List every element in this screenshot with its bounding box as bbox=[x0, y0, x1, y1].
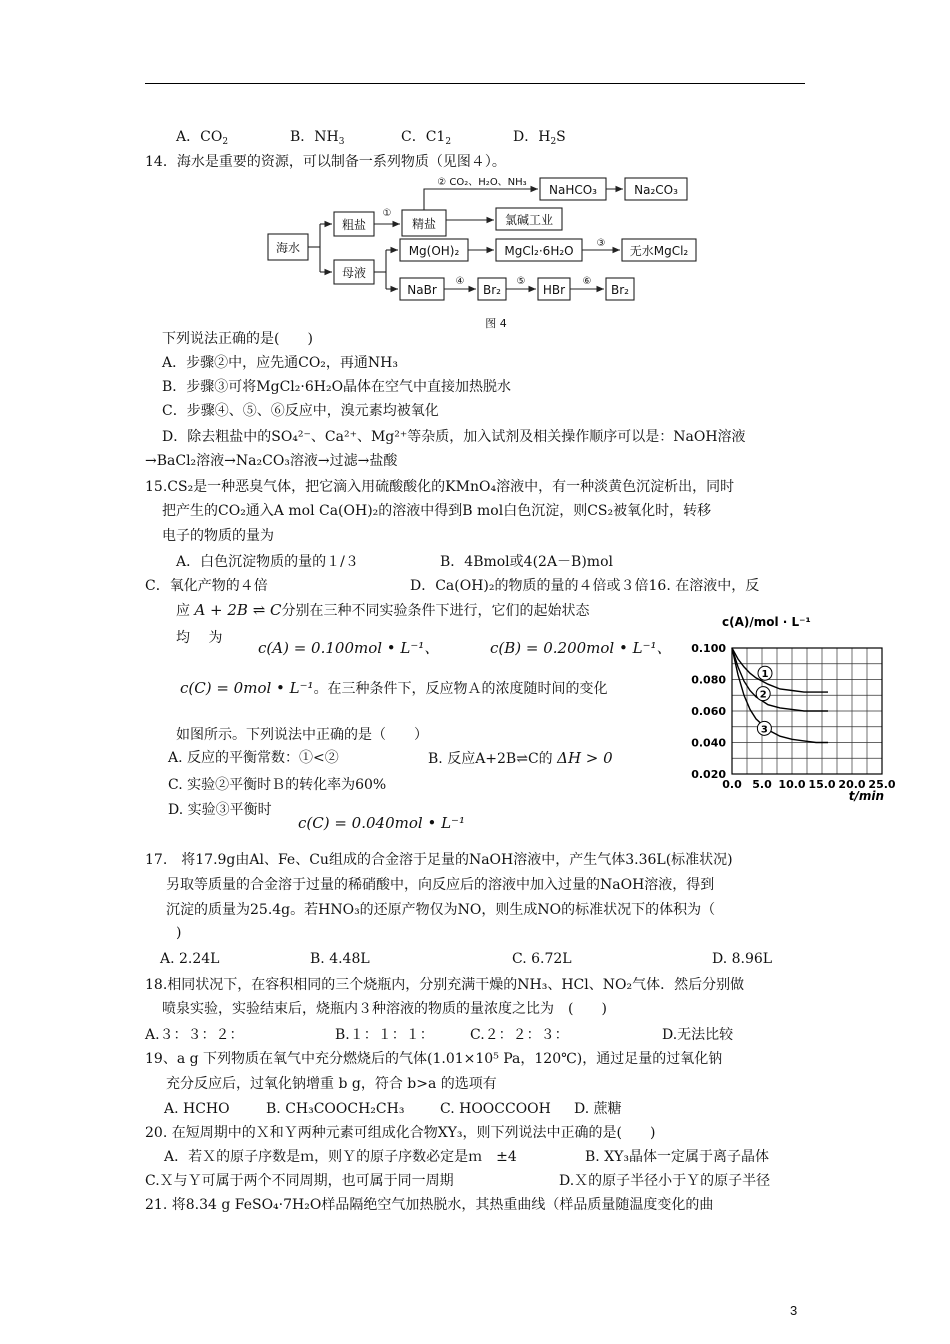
q19-line1: 19、a g 下列物质在氧气中充分燃烧后的气体(1.01×10⁵ Pa，120℃)，通过足量的过氧化钠 bbox=[145, 1051, 723, 1067]
y-tick-label: 0.060 bbox=[691, 705, 726, 718]
label-mgcl2-6h2o: MgCl₂·6H₂O bbox=[504, 244, 574, 258]
q16-option-a: A. 反应的平衡常数：①<② bbox=[168, 750, 339, 766]
y-axis-label: c(A)/mol · L⁻¹ bbox=[722, 615, 811, 629]
label-br2-2: Br₂ bbox=[611, 283, 629, 297]
q15-line1: 15.CS₂是一种恶臭气体，把它滴入用硫酸酸化的KMnO₄溶液中，有一种淡黄色沉淀析出，同时 bbox=[145, 479, 735, 495]
q20-option-d: D.Ｘ的原子半径小于Ｙ的原子半径 bbox=[559, 1173, 771, 1189]
q16-line1: 应 A + 2B ⇌ C分别在三种不同实验条件下进行，它们的起始状态 bbox=[176, 601, 590, 619]
q19-line2: 充分反应后，过氧化钠增重 b g，符合 b>a 的选项有 bbox=[166, 1076, 497, 1092]
q18-option-b: B.１：１：１： bbox=[335, 1027, 434, 1043]
q15-option-b: B．4Bmol或4(2A－B)mol bbox=[440, 554, 613, 570]
q20-option-a: A．若Ｘ的原子序数是ｍ，则Ｙ的原子序数必定是ｍ ±4 bbox=[164, 1149, 517, 1165]
label-refined-salt: 精盐 bbox=[411, 217, 437, 231]
label-seawater: 海水 bbox=[275, 241, 301, 255]
label-step2: ② CO₂、H₂O、NH₃ bbox=[437, 177, 527, 188]
q20-option-b: B. XY₃晶体一定属于离子晶体 bbox=[585, 1149, 770, 1165]
q14-option-d: D．除去粗盐中的SO₄²⁻、Ca²⁺、Mg²⁺等杂质，加入试剂及相关操作顺序可以是：NaOH溶液 bbox=[162, 429, 746, 445]
x-axis-label: t/min bbox=[848, 789, 884, 803]
label-anhydrous-mgcl2: 无水MgCl₂ bbox=[629, 244, 689, 258]
q16-initial-ca: c(A) = 0.100mol • L⁻¹、 bbox=[258, 639, 440, 657]
figure-caption: 图 4 bbox=[485, 317, 507, 330]
page-number: 3 bbox=[790, 1303, 798, 1318]
q16-option-d-math: c(C) = 0.040mol • L⁻¹ bbox=[298, 814, 465, 832]
label-hbr: HBr bbox=[542, 283, 566, 297]
q19-option-a: A. HCHO bbox=[164, 1101, 230, 1117]
q20-option-c: C.Ｘ与Ｙ可属于两个不同周期，也可属于同一周期 bbox=[145, 1173, 454, 1189]
q18-line1: 18.相同状况下，在容积相同的三个烧瓶内，分别充满干燥的NH₃、HCl、NO₂气体．然后分别做 bbox=[145, 977, 745, 993]
q14-option-b: B．步骤③可将MgCl₂·6H₂O晶体在空气中直接加热脱水 bbox=[162, 379, 512, 395]
x-tick-label: 5.0 bbox=[752, 778, 772, 791]
q13-option-b: B．$NH_3$ bbox=[290, 129, 345, 147]
q13-option-c: C．$C1_2$ bbox=[401, 129, 452, 147]
q16-prompt: 如图所示。下列说法中正确的是（ ） bbox=[176, 727, 428, 743]
q17-line2: 另取等质量的合金溶于过量的稀硝酸中，向反应后的溶液中加入过量的NaOH溶液，得到 bbox=[166, 877, 715, 893]
y-tick-label: 0.040 bbox=[691, 736, 726, 750]
label-nabr: NaBr bbox=[407, 283, 437, 297]
seawater-flow-diagram bbox=[262, 172, 712, 334]
series-label-2: 2 bbox=[759, 689, 767, 701]
q21-line1: 21. 将8.34 g FeSO₄·7H₂O样品隔绝空气加热脱水，其热重曲线（样品质量随温度变化的曲 bbox=[145, 1197, 714, 1213]
label-nahco3: NaHCO₃ bbox=[549, 183, 597, 197]
q14-prompt: 下列说法正确的是( ) bbox=[162, 331, 313, 347]
label-mother-liquor: 母液 bbox=[341, 266, 367, 280]
q18-option-d: D.无法比较 bbox=[662, 1027, 734, 1043]
q15-line2: 把产生的CO₂通入A mol Ca(OH)₂的溶液中得到B mol白色沉淀，则CS₂被氧化时，转移 bbox=[162, 503, 712, 519]
y-tick-label: 0.020 bbox=[691, 768, 726, 781]
q15-option-c: C．氧化产物的４倍 bbox=[145, 578, 268, 594]
q16-option-d: D. 实验③平衡时 bbox=[168, 802, 272, 818]
q17-option-b: B. 4.48L bbox=[310, 951, 370, 967]
label-step3: ③ bbox=[596, 238, 606, 249]
label-mgoh2: Mg(OH)₂ bbox=[408, 244, 460, 258]
q15-option-d-and-q16-start: D．Ca(OH)₂的物质的量的４倍或３倍16. 在溶液中，反 bbox=[410, 578, 760, 594]
header-rule bbox=[145, 83, 805, 84]
label-br2-1: Br₂ bbox=[483, 283, 501, 297]
q18-option-a: A.３：３：２： bbox=[145, 1027, 244, 1043]
q17-line1: 17. 将17.9g由Al、Fe、Cu组成的合金溶于足量的NaOH溶液中，产生气体3.36L(标准状况) bbox=[145, 852, 733, 868]
label-step5: ⑤ bbox=[516, 276, 526, 287]
q19-option-c: C. HOOCCOOH bbox=[440, 1101, 551, 1117]
q19-option-b: B. CH₃COOCH₂CH₃ bbox=[266, 1101, 405, 1117]
q17-line3: 沉淀的质量为25.4g。若HNO₃的还原产物仅为NO，则生成NO的标准状况下的体积为（ bbox=[166, 902, 716, 918]
q16-line3: c(C) = 0mol • L⁻¹。在三种条件下，反应物Ａ的浓度随时间的变化 bbox=[180, 679, 608, 697]
label-step4: ④ bbox=[455, 276, 465, 287]
y-tick-label: 0.080 bbox=[691, 673, 726, 687]
y-tick-label: 0.100 bbox=[691, 642, 726, 655]
series-label-1: 1 bbox=[761, 669, 769, 681]
q13-option-d: D．$H_2S$ bbox=[513, 129, 566, 147]
q14-stem: 14．海水是重要的资源，可以制备一系列物质（见图４）。 bbox=[145, 154, 506, 170]
q16-option-c: C. 实验②平衡时Ｂ的转化率为60% bbox=[168, 777, 387, 793]
q17-option-d: D. 8.96L bbox=[712, 951, 773, 967]
q14-option-c: C．步骤④、⑤、⑥反应中，溴元素均被氧化 bbox=[162, 403, 439, 419]
x-tick-label: 0.0 bbox=[722, 778, 742, 791]
series-label-3: 3 bbox=[760, 724, 768, 736]
q19-option-d: D. 蔗糖 bbox=[574, 1101, 622, 1117]
q20-line1: 20. 在短周期中的Ｘ和Ｙ两种元素可组成化合物XY₃，则下列说法中正确的是( ) bbox=[145, 1125, 656, 1141]
x-tick-label: 15.0 bbox=[808, 778, 836, 791]
q14-option-d-cont: →BaCl₂溶液→Na₂CO₃溶液→过滤→盐酸 bbox=[145, 453, 398, 469]
label-na2co3: Na₂CO₃ bbox=[634, 183, 678, 197]
q16-option-b: B. 反应A+2B⇌C的 ΔH > 0 bbox=[428, 749, 613, 767]
q16-initial-cb: c(B) = 0.200mol • L⁻¹、 bbox=[490, 639, 672, 657]
q15-line3: 电子的物质的量为 bbox=[162, 528, 274, 544]
q17-option-a: A. 2.24L bbox=[160, 951, 220, 967]
q18-line2: 喷泉实验，实验结束后，烧瓶内３种溶液的物质的量浓度之比为 ( ) bbox=[162, 1001, 607, 1017]
q17-line4: ) bbox=[176, 925, 182, 941]
label-crude-salt: 粗盐 bbox=[341, 218, 367, 232]
q15-option-a: A．白色沉淀物质的量的１/３ bbox=[176, 554, 359, 570]
label-step1: ① bbox=[382, 208, 392, 219]
label-chlor-alkali: 氯碱工业 bbox=[504, 213, 554, 227]
q13-option-a: A．$CO_2$ bbox=[176, 129, 229, 147]
q18-option-c: C.２：２：３： bbox=[470, 1027, 569, 1043]
concentration-time-chart bbox=[690, 606, 920, 806]
q17-option-c: C. 6.72L bbox=[512, 951, 572, 967]
q14-option-a: A．步骤②中，应先通CO₂，再通NH₃ bbox=[162, 355, 398, 371]
x-tick-label: 10.0 bbox=[778, 778, 806, 791]
x-tick-label: 20.0 bbox=[838, 778, 866, 791]
q16-line2-prefix: 均 为 bbox=[176, 630, 223, 646]
label-step6: ⑥ bbox=[582, 276, 592, 287]
x-tick-label: 25.0 bbox=[868, 778, 896, 791]
